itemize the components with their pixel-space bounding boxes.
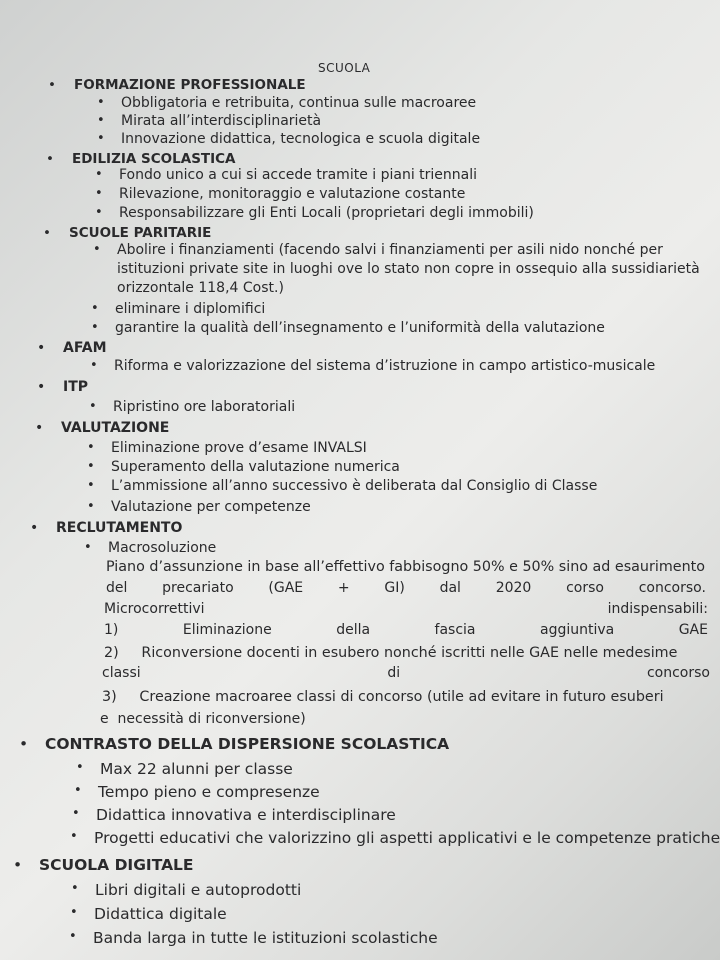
paragraph-line: Piano d’assunzione in base all’effettivo fabbisogno 50% e 50% sino ad esaurimento <box>106 559 705 575</box>
paragraph-line <box>106 580 706 596</box>
list-item: • Max 22 alunni per classe <box>100 760 293 778</box>
list-item: • garantire la qualità dell’insegnamento e l’uniformità della valutazione <box>115 320 605 336</box>
heading-dispersione: • CONTRASTO DELLA DISPERSIONE SCOLASTICA <box>45 735 449 753</box>
list-item: • eliminare i diplomifici <box>115 301 265 317</box>
word: concorso. <box>638 580 706 596</box>
word: della <box>336 622 371 638</box>
list-item: • Rilevazione, monitoraggio e valutazione costante <box>119 186 465 202</box>
heading-reclutamento: • RECLUTAMENTO <box>56 520 182 536</box>
list-item: • Fondo unico a cui si accede tramite i piani triennali <box>119 167 477 183</box>
list-item: • Eliminazione prove d’esame INVALSI <box>111 440 367 456</box>
document-title: SCUOLA <box>318 61 371 75</box>
word: GI) <box>384 580 405 596</box>
list-item-continuation: orizzontale 118,4 Cost.) <box>117 280 284 296</box>
paragraph-line: 2) Riconversione docenti in esubero nonché iscritti nelle GAE nelle medesime <box>104 645 678 661</box>
word: del <box>106 580 128 596</box>
heading-itp: • ITP <box>63 379 88 395</box>
list-item: • Mirata all’interdisciplinarietà <box>121 113 321 129</box>
word: corso <box>566 580 604 596</box>
list-item: • Superamento della valutazione numerica <box>111 459 400 475</box>
word: + <box>337 580 350 596</box>
list-item: • Responsabilizzare gli Enti Locali (proprietari degli immobili) <box>119 205 534 221</box>
list-item: • Banda larga in tutte le istituzioni scolastiche <box>93 929 438 947</box>
heading-digitale: • SCUOLA DIGITALE <box>39 856 194 874</box>
paragraph-line <box>104 601 708 617</box>
heading-paritarie: • SCUOLE PARITARIE <box>69 225 211 241</box>
word: precariato <box>162 580 234 596</box>
list-item: • Didattica digitale <box>94 905 227 923</box>
list-item: • Obbligatoria e retribuita, continua sulle macroaree <box>121 95 476 111</box>
list-item: • Tempo pieno e compresenze <box>98 783 320 801</box>
list-item-continuation: istituzioni private site in luoghi ove lo stato non copre in ossequio alla sussidiarietà <box>117 261 700 277</box>
list-item: • Didattica innovativa e interdisciplinare <box>96 806 396 824</box>
list-item: • Ripristino ore laboratoriali <box>113 399 295 415</box>
word: classi <box>102 665 141 681</box>
list-item: • Riforma e valorizzazione del sistema d’istruzione in campo artistico-musicale <box>114 358 655 374</box>
list-item: • Progetti educativi che valorizzino gli aspetti applicativi e le competenze pratiche <box>94 829 720 847</box>
word: Eliminazione <box>182 622 272 638</box>
paragraph-line: e necessità di riconversione) <box>100 711 306 727</box>
word: Microcorrettivi <box>104 601 205 617</box>
word: (GAE <box>268 580 304 596</box>
word: 1) <box>104 622 119 638</box>
heading-valutazione: • VALUTAZIONE <box>61 420 169 436</box>
word: concorso <box>646 665 710 681</box>
word: fascia <box>434 622 476 638</box>
list-item: • Innovazione didattica, tecnologica e scuola digitale <box>121 131 480 147</box>
list-item: • Valutazione per competenze <box>111 499 311 515</box>
list-item: • Macrosoluzione <box>108 540 216 556</box>
list-item: • L’ammissione all’anno successivo è deliberata dal Consiglio di Classe <box>111 478 597 494</box>
heading-formazione: • FORMAZIONE PROFESSIONALE <box>74 77 306 93</box>
list-item: • Libri digitali e autoprodotti <box>95 881 301 899</box>
word: dal <box>439 580 461 596</box>
paragraph-line: 3) Creazione macroaree classi di concorso (utile ad evitare in futuro esuberi <box>102 689 664 705</box>
word: di <box>387 665 401 681</box>
word: 2020 <box>495 580 532 596</box>
word: GAE <box>678 622 708 638</box>
word: indispensabili: <box>607 601 708 617</box>
paragraph-line <box>104 622 708 638</box>
list-item: • Abolire i finanziamenti (facendo salvi i finanziamenti per asili nido nonché per <box>117 242 663 258</box>
paragraph-line <box>102 665 710 681</box>
heading-edilizia: • EDILIZIA SCOLASTICA <box>72 151 236 167</box>
heading-afam: • AFAM <box>63 340 107 356</box>
word: aggiuntiva <box>539 622 615 638</box>
